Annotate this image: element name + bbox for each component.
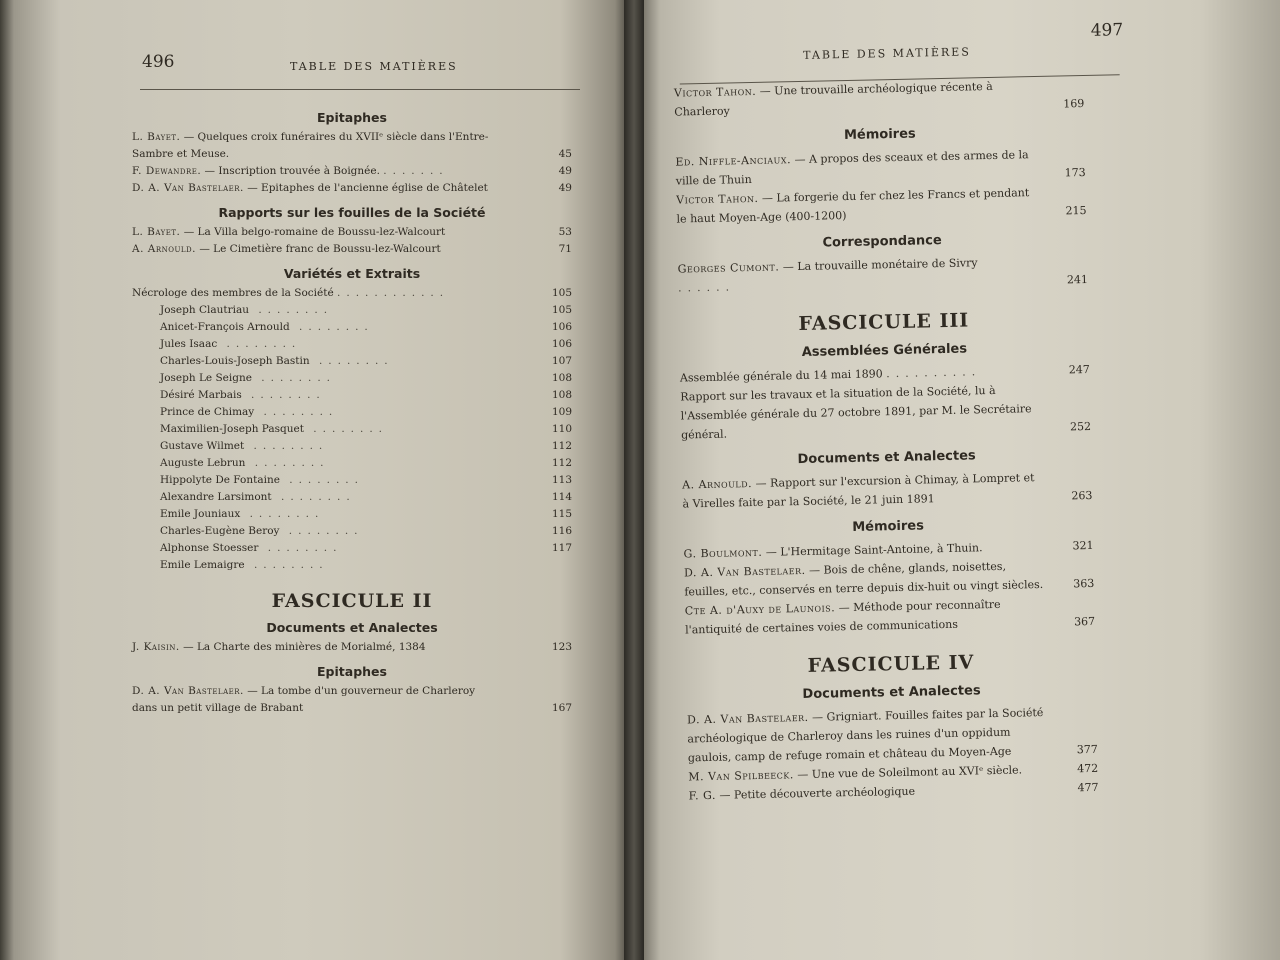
- leader-dots: ........: [279, 474, 364, 486]
- entry-author: F. Dewandre.: [132, 165, 202, 177]
- leader-dots: ........: [279, 525, 364, 537]
- toc-entry: [674, 75, 1085, 122]
- left-toc: [132, 110, 572, 717]
- toc-entry: [132, 224, 572, 241]
- necrology-name: Prince de Chimay: [160, 406, 255, 418]
- entry-page: 108: [551, 372, 572, 384]
- entry-page: 169: [1063, 97, 1085, 111]
- entry-title: — La tombe d'un gouverneur de Charleroy dans un petit village de Brabant: [132, 685, 476, 714]
- right-running-head: [654, 0, 1280, 84]
- entry-page: 45: [558, 148, 572, 160]
- entry-title: — Le Cimetière franc de Boussu-lez-Walcourt: [195, 243, 441, 255]
- entry-author: Victor Tahon.: [673, 84, 757, 100]
- section-heading-documents-r: Documents et Analectes: [797, 448, 976, 468]
- entry-title: Nécrologe des membres de la Société: [132, 287, 334, 299]
- left-running-title: TABLE DES MATIÈRES: [290, 60, 458, 73]
- fascicule-2-title: FASCICULE II: [271, 590, 433, 612]
- entry-page: 107: [551, 355, 572, 367]
- necrology-entry: [132, 404, 572, 421]
- section-heading-rapports: Rapports sur les fouilles de la Société: [218, 205, 486, 220]
- leader-dots: ........: [240, 508, 325, 520]
- necrology-entry: [132, 506, 572, 523]
- entry-title: — Bois de chêne, glands, noisettes, feuilles, etc., conservés en terre depuis dix-huit ou vingt siècles.: [684, 559, 1044, 599]
- fascicule-4-title: FASCICULE IV: [807, 651, 975, 677]
- entry-author: F. G.: [688, 788, 717, 803]
- fascicule-3-title: FASCICULE III: [798, 309, 970, 336]
- entry-page: 49: [558, 182, 572, 194]
- toc-entry: [685, 593, 1096, 640]
- entry-author: A. Arnould.: [682, 477, 753, 492]
- leader-dots: .......: [383, 165, 449, 177]
- entry-page: 108: [551, 389, 572, 401]
- entry-page: 113: [551, 474, 572, 486]
- leader-dots: ........: [217, 338, 302, 350]
- entry-page: 215: [1065, 203, 1087, 218]
- entry-page: 116: [551, 525, 572, 537]
- entry-page: 49: [558, 165, 572, 177]
- toc-entry: [132, 163, 572, 180]
- entry-author: M. Van Spilbeeck.: [688, 768, 794, 784]
- necrology-entry: [132, 319, 572, 336]
- left-running-head: [132, 0, 632, 88]
- necrology-name: Charles-Eugène Beroy: [160, 525, 280, 537]
- entry-page: 117: [551, 542, 572, 554]
- book-gutter: [624, 0, 644, 960]
- entry-title: — Une vue de Soleilmont au XVIᵉ siècle.: [793, 763, 1023, 782]
- leader-dots: ..........: [886, 365, 982, 381]
- section-heading-varietes: Variétés et Extraits: [283, 266, 421, 281]
- entry-page: 321: [1072, 538, 1094, 553]
- necrology-name: Hippolyte De Fontaine: [160, 474, 280, 486]
- toc-entry: [676, 182, 1087, 229]
- entry-author: D. A. Van Bastelaer.: [683, 563, 806, 580]
- entry-page: 114: [551, 491, 572, 503]
- leader-dots: ........: [251, 372, 336, 384]
- entry-author: D. A. Van Bastelaer.: [132, 685, 244, 697]
- right-running-title: TABLE DES MATIÈRES: [803, 45, 971, 62]
- entry-page: 115: [551, 508, 572, 520]
- entry-author: Cte A. d'Auxy de Launois.: [684, 601, 836, 618]
- necrology-entry: [132, 489, 572, 506]
- leader-dots: ............: [337, 287, 450, 299]
- entry-author: L. Bayet.: [132, 131, 181, 143]
- leader-dots: ........: [303, 423, 389, 435]
- entry-author: A. Arnould.: [132, 243, 196, 255]
- entry-title: — L'Hermitage Saint-Antoine, à Thuin.: [762, 541, 983, 559]
- entry-title: — Petite découverte archéologique: [715, 784, 916, 802]
- entry-author: L. Bayet.: [132, 226, 181, 238]
- entry-author: Georges Cumont.: [677, 260, 780, 276]
- right-toc: [674, 75, 1099, 805]
- necrology-name: Jules Isaac: [160, 338, 218, 350]
- entry-page: 472: [1077, 761, 1099, 776]
- entry-page: 363: [1073, 576, 1095, 591]
- left-header-rule: [140, 89, 580, 90]
- entry-title: — La Villa belgo-romaine de Boussu-lez-Walcourt: [180, 226, 446, 238]
- entry-page: 477: [1077, 780, 1099, 795]
- left-page: [0, 0, 632, 960]
- entry-page: 263: [1071, 488, 1093, 503]
- toc-entry: [680, 379, 1091, 445]
- entry-page: 367: [1073, 614, 1096, 629]
- necrology-name: Emile Lemaigre: [160, 559, 245, 571]
- entry-title: — Une trouvaille archéologique récente à Charleroy: [674, 79, 993, 119]
- necrology-entry: [132, 370, 572, 387]
- toc-entry: [687, 702, 1098, 768]
- necrology-name: Joseph Le Seigne: [160, 372, 252, 384]
- necrology-entry: [132, 557, 572, 574]
- necrology-name: Anicet-François Arnould: [160, 321, 290, 333]
- entry-title: Assemblée générale du 14 mai 1890: [679, 367, 883, 385]
- necrology-entry: [132, 336, 572, 353]
- necrology-name: Alexandre Larsimont: [160, 491, 272, 503]
- left-page-number: 496: [142, 52, 175, 72]
- entry-page: 105: [551, 287, 572, 299]
- entry-page: 53: [558, 226, 572, 238]
- entry-page: 110: [551, 423, 572, 435]
- leader-dots: ........: [241, 389, 326, 401]
- entry-title: Rapport sur les travaux et la situation de la Société, lu à l'Assemblée générale du 27 octobre 1891, par M. le Secrétaire général.: [680, 383, 1032, 442]
- entry-title: — La trouvaille monétaire de Sivry: [779, 256, 978, 274]
- leader-dots: ........: [271, 491, 356, 503]
- leader-dots: ........: [258, 542, 343, 554]
- section-heading-epitaphes-2: Epitaphes: [317, 664, 387, 679]
- entry-page: 71: [558, 243, 572, 255]
- necrology-name: Maximilien-Joseph Pasquet: [160, 423, 304, 435]
- entry-page: 109: [551, 406, 572, 418]
- entry-author: Victor Tahon.: [676, 191, 759, 207]
- entry-title: — Epitaphes de l'ancienne église de Châtelet: [243, 182, 488, 194]
- entry-author: G. Boulmont.: [683, 545, 763, 561]
- leader-dots: ........: [249, 304, 334, 316]
- toc-entry: [132, 285, 572, 302]
- toc-entry: [132, 683, 572, 717]
- necrology-entry: [132, 523, 572, 540]
- entry-title: — La forgerie du fer chez les Francs et pendant le haut Moyen-Age (400-1200): [676, 186, 1030, 226]
- toc-entry: [682, 467, 1093, 514]
- toc-entry: [132, 241, 572, 258]
- entry-author: D. A. Van Bastelaer.: [132, 182, 244, 194]
- section-heading-documents: Documents et Analectes: [266, 620, 438, 635]
- entry-title: — Rapport sur l'excursion à Chimay, à Lompret et à Virelles faite par la Société, le 21 juin 1891: [682, 471, 1035, 511]
- entry-page: 123: [551, 641, 572, 653]
- necrology-entry: [132, 421, 572, 438]
- toc-entry: [132, 180, 572, 197]
- toc-entry: [132, 639, 572, 656]
- leader-dots: ........: [309, 355, 394, 367]
- entry-title: — Grigniart. Fouilles faites par la Société archéologique de Charleroy dans les ruines d'un oppidum gaulois, camp de refuge romain et château du Moyen-Age: [687, 706, 1044, 765]
- section-heading-correspondance: Correspondance: [822, 233, 942, 251]
- entry-page: 167: [551, 702, 572, 714]
- section-heading-epitaphes: Epitaphes: [317, 110, 387, 125]
- necrology-name: Joseph Clautriau: [160, 304, 249, 316]
- section-heading-documents-r2: Documents et Analectes: [802, 683, 981, 703]
- entry-title: — Inscription trouvée à Boignée.: [201, 165, 380, 177]
- leader-dots: ........: [289, 321, 374, 333]
- toc-entry: [677, 251, 1088, 298]
- necrology-name: Emile Jouniaux: [160, 508, 241, 520]
- entry-page: 112: [551, 457, 572, 469]
- entry-page: 106: [551, 338, 572, 350]
- entry-page: 173: [1064, 165, 1086, 180]
- entry-title: — La Charte des minières de Morialmé, 1384: [179, 641, 426, 653]
- toc-entry: [132, 129, 572, 163]
- leader-dots: ........: [244, 440, 329, 452]
- right-page-number: 497: [1090, 20, 1124, 41]
- necrology-entry: [132, 472, 572, 489]
- entry-page: 106: [551, 321, 572, 333]
- leader-dots: ......: [677, 280, 736, 295]
- necrology-name: Alphonse Stoesser: [160, 542, 259, 554]
- necrology-name: Charles-Louis-Joseph Bastin: [160, 355, 310, 367]
- leader-dots: ........: [254, 406, 339, 418]
- entry-page: 105: [551, 304, 572, 316]
- necrology-name: Auguste Lebrun: [160, 457, 246, 469]
- section-heading-memoires: Mémoires: [843, 126, 916, 144]
- entry-page: 112: [551, 440, 572, 452]
- entry-page: 241: [1066, 272, 1089, 287]
- necrology-entry: [132, 438, 572, 455]
- entry-page: 252: [1069, 419, 1092, 434]
- leader-dots: ........: [244, 559, 329, 571]
- necrology-entry: [132, 455, 572, 472]
- entry-title: — A propos des sceaux et des armes de la ville de Thuin: [675, 148, 1029, 188]
- necrology-list: [132, 302, 572, 574]
- necrology-entry: [132, 540, 572, 557]
- necrology-entry: [132, 353, 572, 370]
- entry-author: D. A. Van Bastelaer.: [686, 710, 809, 727]
- necrology-name: Désiré Marbais: [160, 389, 242, 401]
- necrology-entry: [132, 302, 572, 319]
- entry-title: — Quelques croix funéraires du XVIIᵉ siècle dans l'Entre-Sambre et Meuse.: [132, 131, 489, 160]
- leader-dots: ........: [245, 457, 330, 469]
- entry-author: J. Kaisin.: [132, 641, 180, 653]
- section-heading-assemblees: Assemblées Générales: [801, 341, 968, 360]
- section-heading-memoires-2: Mémoires: [852, 518, 925, 535]
- entry-title: — Méthode pour reconnaître l'antiquité de certaines voies de communications: [685, 597, 1001, 637]
- entry-author: Ed. Niffle-Anciaux.: [675, 153, 792, 169]
- right-page: [640, 0, 1280, 960]
- entry-page: 247: [1068, 362, 1090, 377]
- necrology-entry: [132, 387, 572, 404]
- entry-page: 377: [1076, 742, 1098, 757]
- necrology-name: Gustave Wilmet: [160, 440, 245, 452]
